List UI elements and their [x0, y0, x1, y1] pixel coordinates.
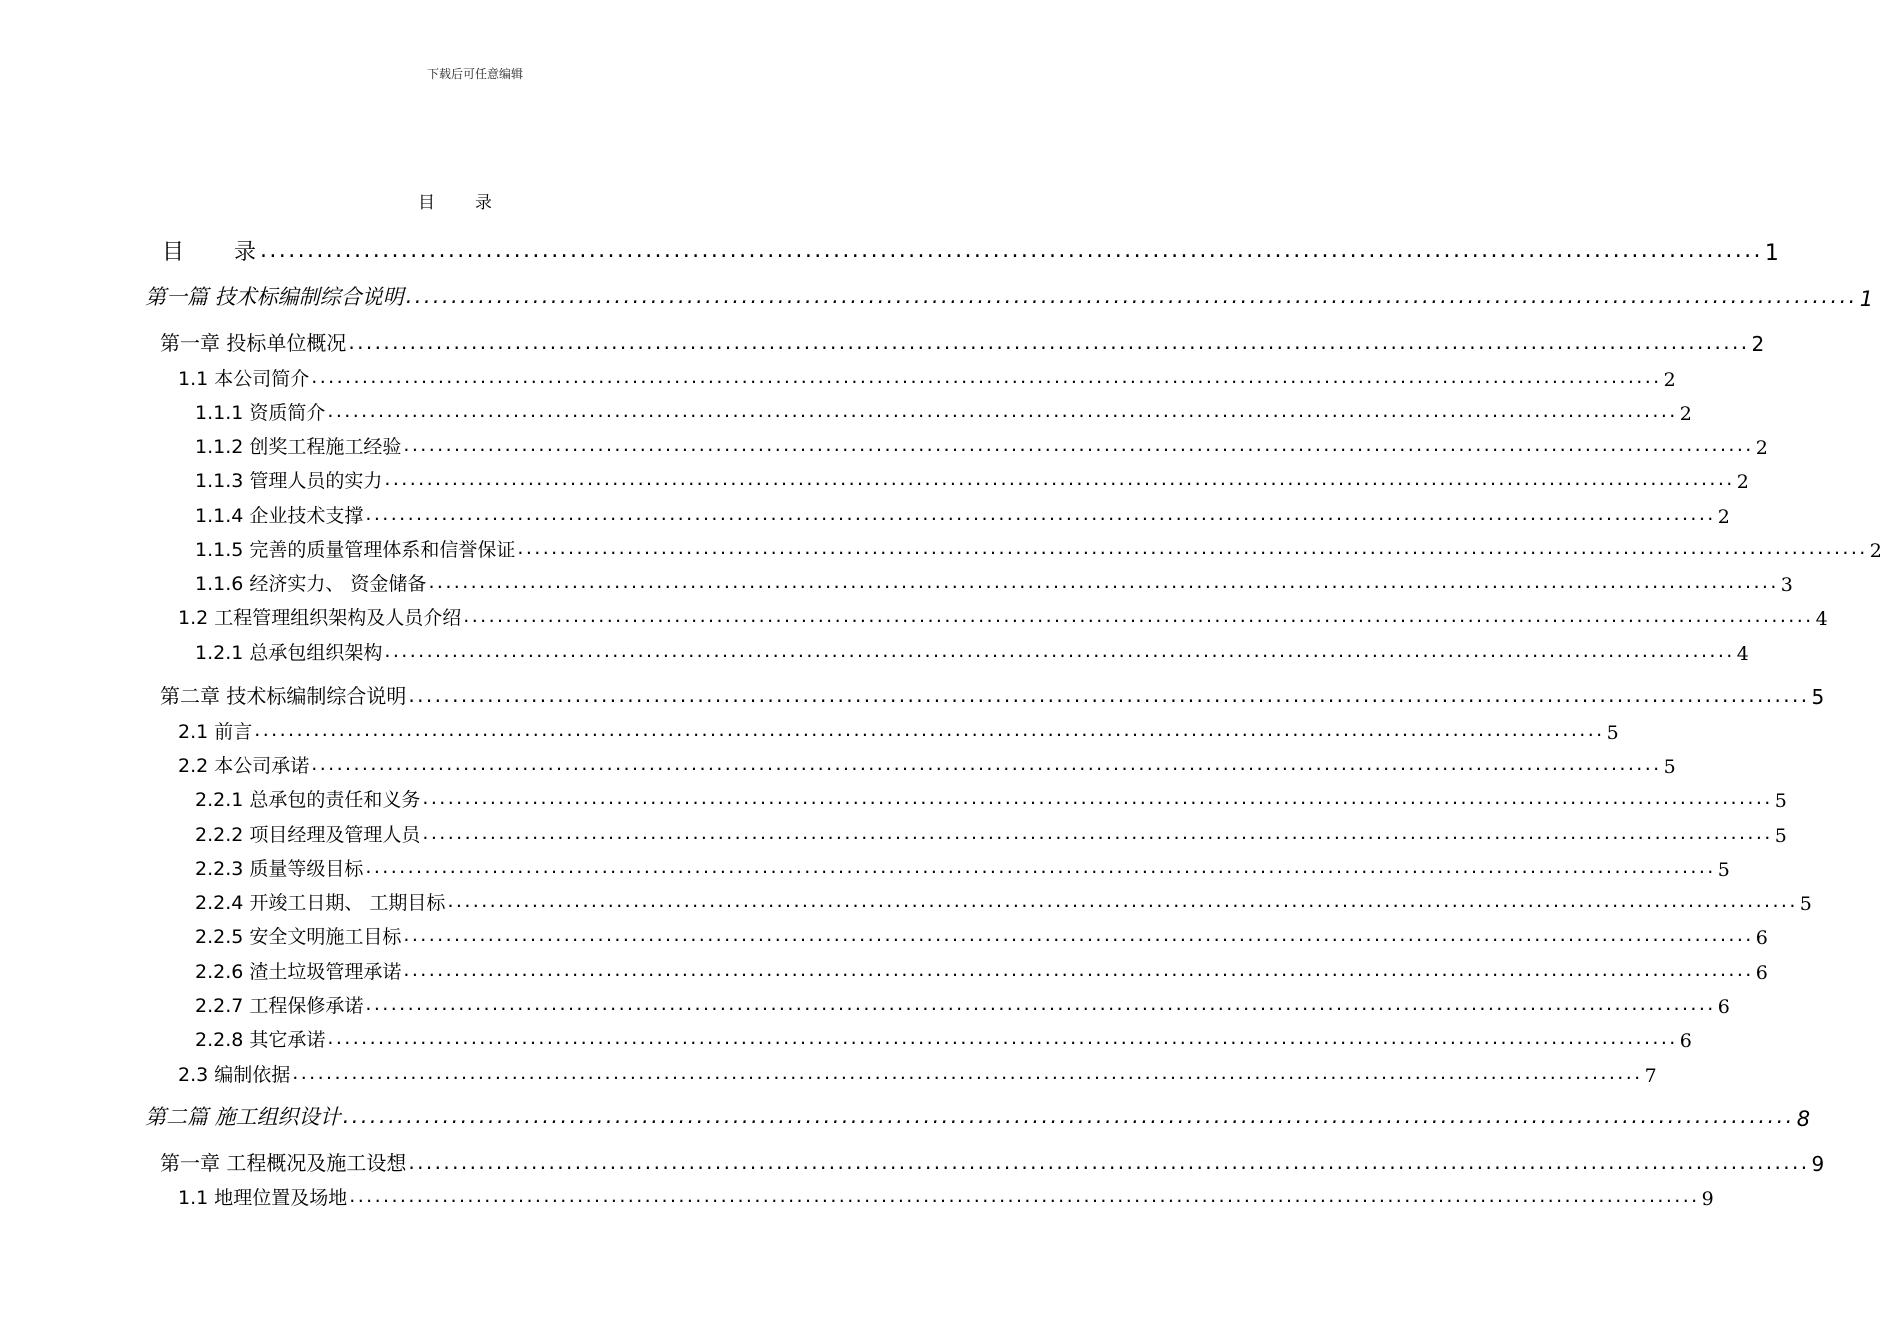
toc-entry-label: 2.2 本公司承诺 — [178, 755, 310, 777]
toc-page-number: 2 — [1736, 471, 1749, 493]
toc-page-number: 5 — [1811, 685, 1825, 709]
toc-entry-label: 2.3 编制依据 — [178, 1064, 291, 1086]
toc-page-number: 5 — [1799, 893, 1812, 915]
toc-subsection-entry[interactable] — [195, 562, 1793, 596]
toc-entry-label: 2.2.3 质量等级目标 — [195, 858, 364, 880]
toc-dot-leader: ................................................................................................................................................................ — [428, 571, 1779, 593]
toc-dot-leader: ................................................................................................................................................................ — [447, 890, 1798, 912]
toc-subsection-entry[interactable] — [195, 778, 1787, 812]
toc-page-number: 2 — [1751, 332, 1765, 356]
toc-entry-label: 2.1 前言 — [178, 721, 253, 743]
toc-dot-leader: ................................................................................................................................................................ — [384, 468, 1735, 490]
toc-page-number: 2 — [1755, 437, 1768, 459]
toc-entry-label: 1.2.1 总承包组织架构 — [195, 642, 383, 664]
toc-page-number: 5 — [1606, 722, 1619, 744]
toc-subsection-entry[interactable] — [195, 984, 1730, 1018]
toc-entry-label: 2.2.5 安全文明施工目标 — [195, 926, 402, 948]
toc-page-number: 7 — [1644, 1065, 1657, 1087]
toc-entry-label: 2.2.6 渣土垃圾管理承诺 — [195, 961, 402, 983]
toc-entry-label: 2.2.8 其它承诺 — [195, 1029, 326, 1051]
toc-dot-leader: ................................................................................................................................................................ — [408, 683, 1810, 707]
toc-dot-leader: ................................................................................................................................................................ — [403, 959, 1754, 981]
table-of-contents — [0, 232, 1882, 1232]
toc-subsection-entry[interactable] — [195, 459, 1749, 493]
toc-page-number: 2 — [1717, 506, 1730, 528]
toc-section-entry[interactable] — [178, 357, 1676, 391]
toc-page-number: 1 — [1764, 241, 1779, 266]
toc-entry-label: 2.2.2 项目经理及管理人员 — [195, 824, 421, 846]
toc-page-number: 5 — [1717, 859, 1730, 881]
toc-part-entry[interactable] — [145, 277, 1874, 311]
toc-dot-leader: ................................................................................................................................................................ — [405, 284, 1858, 308]
toc-page-number: 4 — [1815, 608, 1828, 630]
toc-dot-leader: ................................................................................................................................................................ — [311, 366, 1662, 388]
toc-page-number: 6 — [1717, 996, 1730, 1018]
toc-page-number: 1 — [1859, 287, 1874, 311]
toc-dot-leader: ................................................................................................................................................................ — [327, 1027, 1678, 1049]
toc-section-entry[interactable] — [178, 1176, 1714, 1210]
toc-page-number: 9 — [1701, 1188, 1714, 1210]
toc-section-entry[interactable] — [178, 1053, 1657, 1087]
toc-entry-label: 1.1.4 企业技术支撑 — [195, 505, 364, 527]
toc-dot-leader: ................................................................................................................................................................ — [403, 434, 1754, 456]
toc-subsection-entry[interactable] — [195, 1018, 1692, 1052]
toc-dot-leader: ................................................................................................................................................................ — [311, 753, 1662, 775]
toc-dot-leader: ................................................................................................................................................................ — [327, 400, 1678, 422]
toc-entry-label: 1.1.2 创奖工程施工经验 — [195, 436, 402, 458]
toc-page-number: 2 — [1663, 369, 1676, 391]
toc-dot-leader: ................................................................................................................................................................ — [254, 719, 1605, 741]
toc-subsection-entry[interactable] — [195, 494, 1730, 528]
toc-subsection-entry[interactable] — [195, 425, 1768, 459]
toc-section-entry[interactable] — [178, 710, 1619, 744]
toc-subsection-entry[interactable] — [195, 915, 1768, 949]
toc-dot-leader: ................................................................................................................................................................ — [403, 924, 1754, 946]
header-note: 下载后可任意编辑 — [426, 67, 523, 81]
toc-dot-leader: ................................................................................................................................................................ — [342, 1104, 1795, 1128]
toc-dot-leader: ................................................................................................................................................................ — [517, 537, 1868, 559]
toc-chapter-entry[interactable] — [160, 322, 1765, 356]
toc-entry-label: 1.1.3 管理人员的实力 — [195, 470, 383, 492]
toc-subsection-entry[interactable] — [195, 528, 1882, 562]
toc-subsection-entry[interactable] — [195, 847, 1730, 881]
toc-subsection-entry[interactable] — [195, 881, 1812, 915]
toc-page-number: 4 — [1736, 643, 1749, 665]
toc-dot-leader: ................................................................................................................................................................ — [292, 1062, 1643, 1084]
toc-dot-leader: ................................................................................................................................................................ — [260, 238, 1763, 263]
toc-page-number: 3 — [1780, 574, 1793, 596]
toc-page-number: 6 — [1755, 927, 1768, 949]
toc-subsection-entry[interactable] — [195, 950, 1768, 984]
toc-entry-label: 1.2 工程管理组织架构及人员介绍 — [178, 607, 462, 629]
toc-page-number: 6 — [1679, 1030, 1692, 1052]
toc-entry-label: 1.1 地理位置及场地 — [178, 1187, 348, 1209]
toc-dot-leader: ................................................................................................................................................................ — [422, 822, 1773, 844]
toc-entry-label: 1.1.6 经济实力、 资金储备 — [195, 573, 427, 595]
toc-entry-label: 1.1.1 资质简介 — [195, 402, 326, 424]
toc-page-number: 8 — [1796, 1107, 1811, 1131]
toc-page-number: 9 — [1811, 1152, 1825, 1176]
toc-dot-leader: ................................................................................................................................................................ — [348, 330, 1750, 354]
toc-entry-label: 第一篇 技术标编制综合说明 — [145, 285, 404, 309]
toc-dot-leader: ................................................................................................................................................................ — [408, 1150, 1810, 1174]
toc-dot-leader: ................................................................................................................................................................ — [349, 1185, 1700, 1207]
toc-entry-label: 2.2.4 开竣工日期、 工期目标 — [195, 892, 446, 914]
toc-entry-label: 第一章 投标单位概况 — [160, 331, 347, 355]
toc-part-entry[interactable] — [145, 1097, 1811, 1131]
toc-title-entry[interactable] — [162, 232, 1779, 266]
toc-dot-leader: ................................................................................................................................................................ — [365, 856, 1716, 878]
toc-dot-leader: ................................................................................................................................................................ — [384, 640, 1735, 662]
toc-page-number: 5 — [1663, 756, 1676, 778]
toc-subsection-entry[interactable] — [195, 631, 1749, 665]
toc-entry-label: 第二章 技术标编制综合说明 — [160, 684, 407, 708]
toc-dot-leader: ................................................................................................................................................................ — [463, 605, 1814, 627]
toc-entry-label: 2.2.7 工程保修承诺 — [195, 995, 364, 1017]
toc-entry-label: 1.1 本公司简介 — [178, 368, 310, 390]
toc-subsection-entry[interactable] — [195, 391, 1692, 425]
toc-dot-leader: ................................................................................................................................................................ — [365, 503, 1716, 525]
toc-entry-label: 2.2.1 总承包的责任和义务 — [195, 789, 421, 811]
toc-chapter-entry[interactable] — [160, 675, 1825, 709]
toc-entry-label: 1.1.5 完善的质量管理体系和信誉保证 — [195, 539, 516, 561]
toc-page-number: 2 — [1679, 403, 1692, 425]
toc-entry-label: 第一章 工程概况及施工设想 — [160, 1151, 407, 1175]
toc-section-entry[interactable] — [178, 744, 1676, 778]
toc-chapter-entry[interactable] — [160, 1142, 1825, 1176]
toc-section-entry[interactable] — [178, 596, 1828, 630]
toc-page-number: 5 — [1774, 790, 1787, 812]
toc-page-number: 5 — [1774, 825, 1787, 847]
toc-subsection-entry[interactable] — [195, 813, 1787, 847]
toc-dot-leader: ................................................................................................................................................................ — [422, 787, 1773, 809]
toc-entry-label: 目 录 — [162, 240, 259, 265]
toc-page-number: 2 — [1869, 540, 1882, 562]
toc-entry-label: 第二篇 施工组织设计 — [145, 1105, 341, 1129]
toc-page-number: 6 — [1755, 962, 1768, 984]
page-title: 目录 — [418, 193, 532, 213]
toc-dot-leader: ................................................................................................................................................................ — [365, 993, 1716, 1015]
